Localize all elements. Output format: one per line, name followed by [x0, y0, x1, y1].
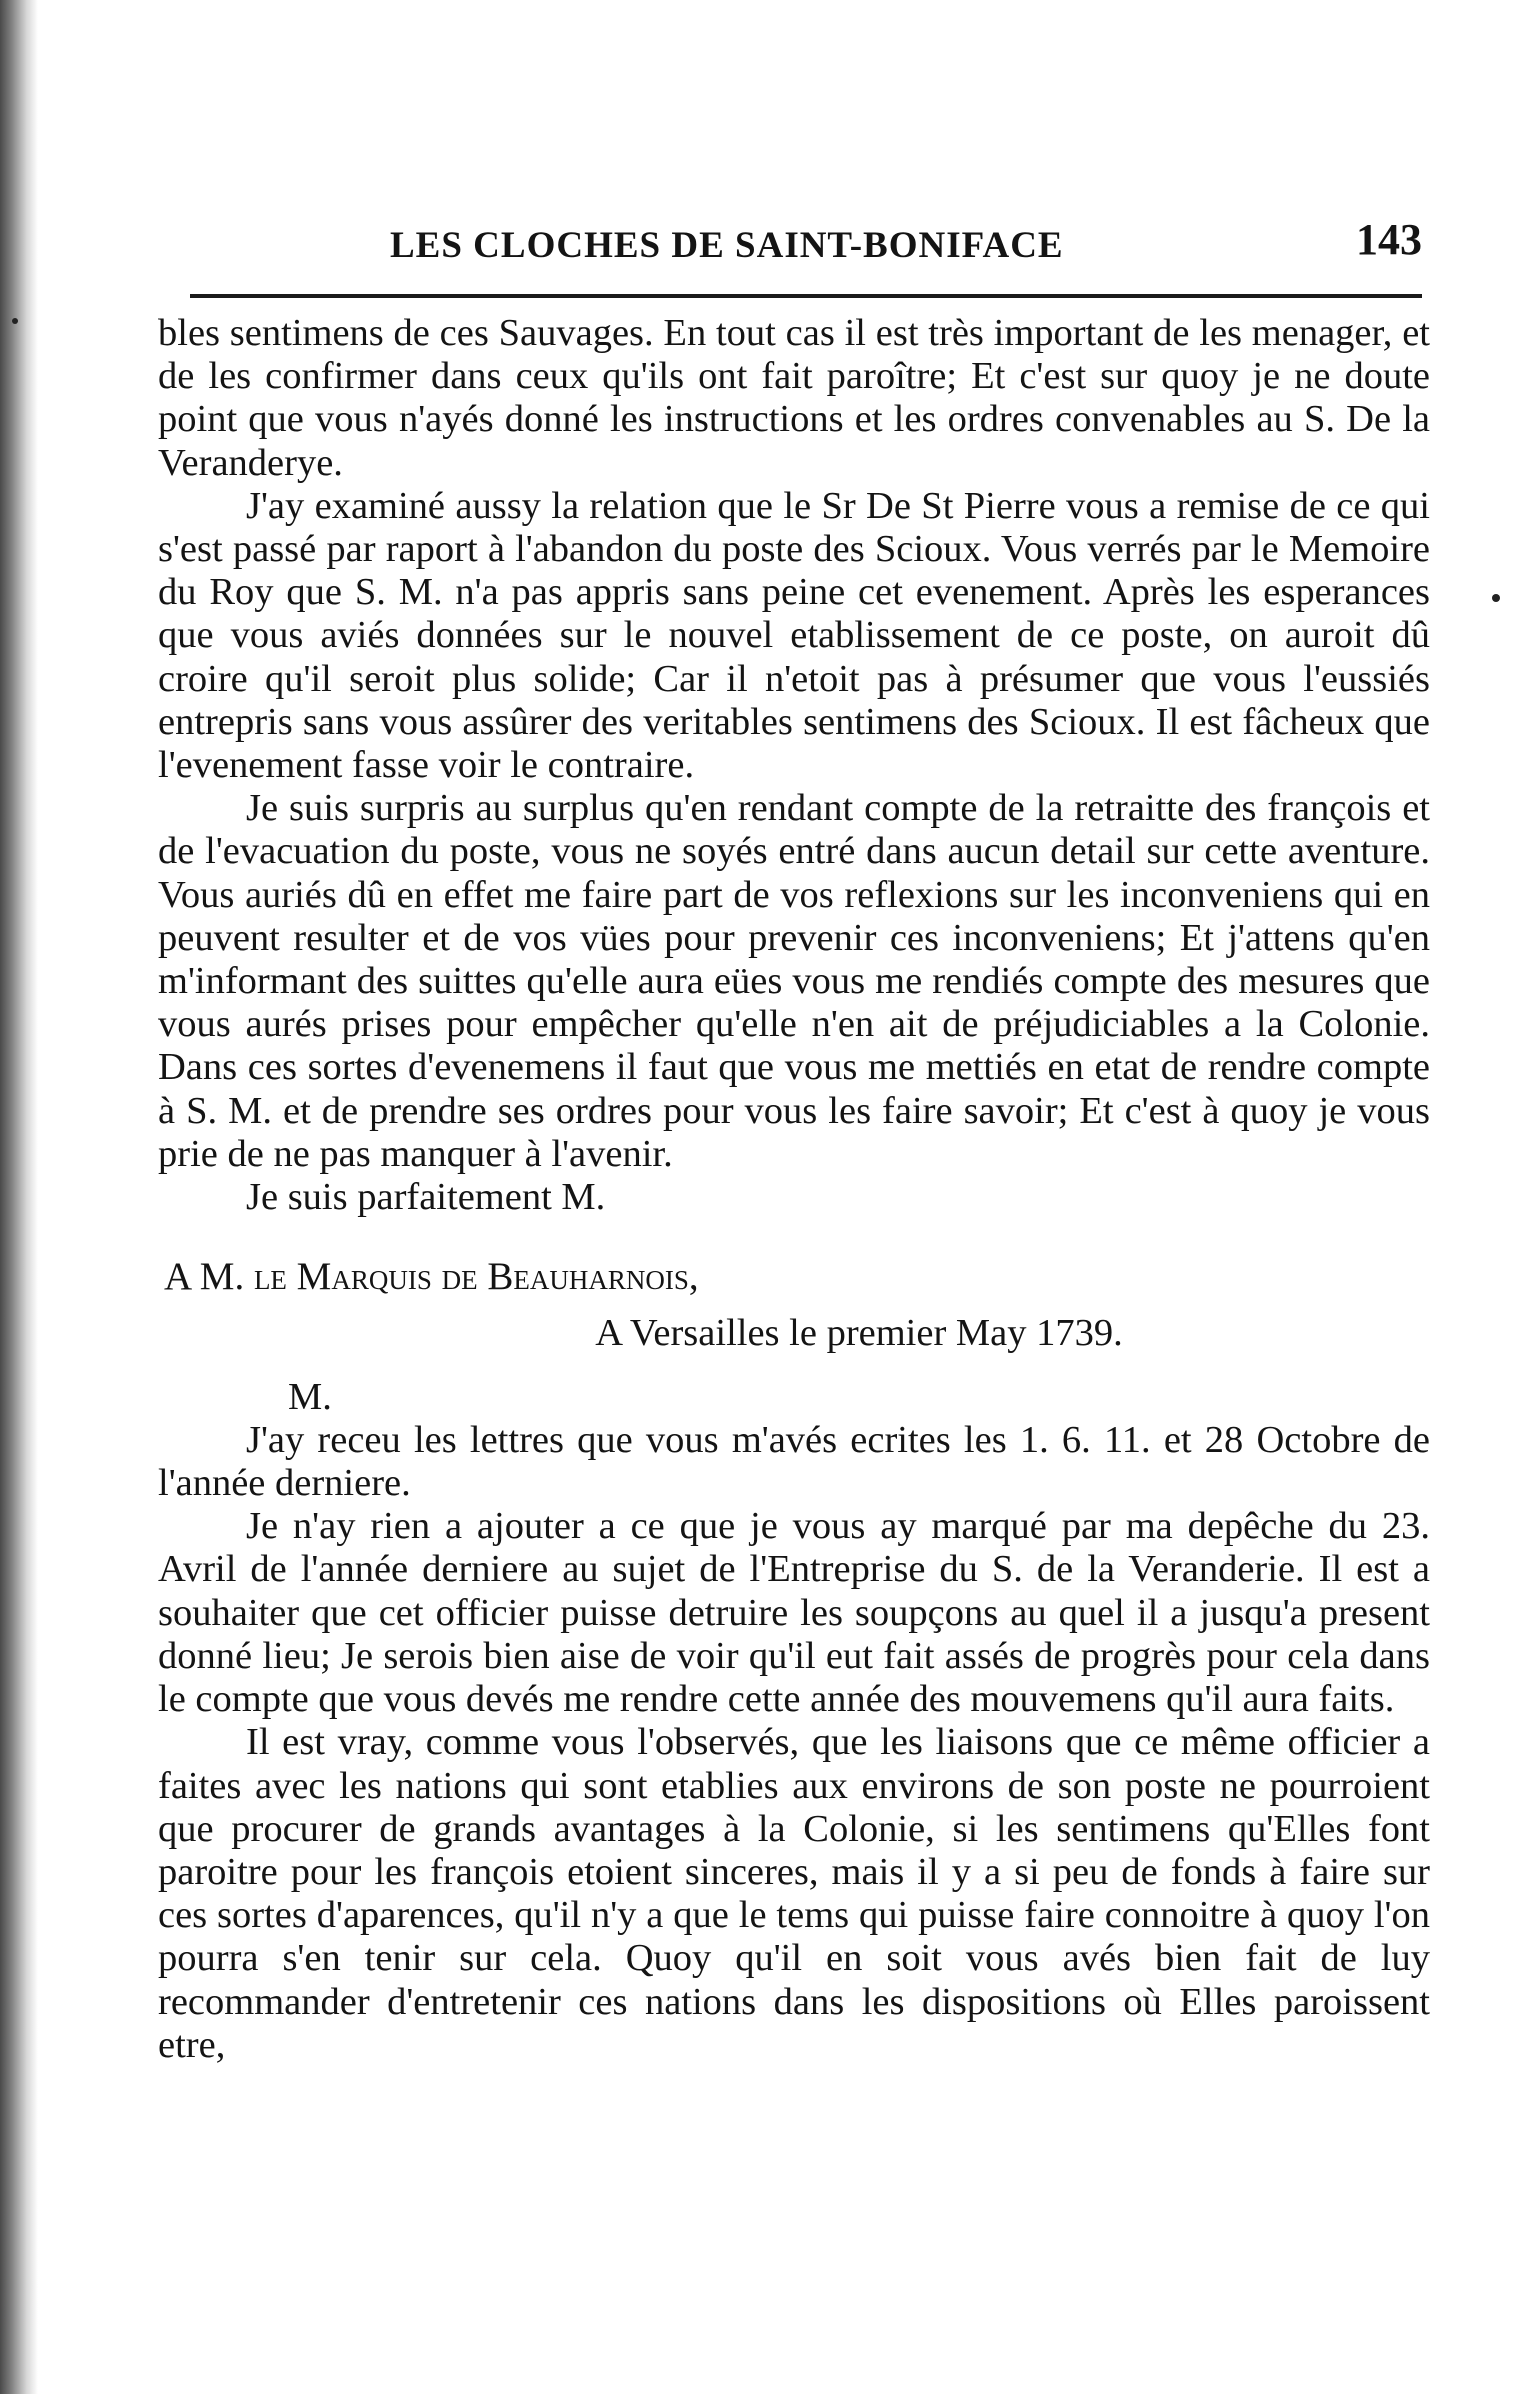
letter-address: A M. le Marquis de Beauharnois, — [164, 1255, 699, 1299]
letter-dateline: A Versailles le premier May 1739. — [595, 1312, 1123, 1355]
page-edge-shadow — [0, 0, 38, 2394]
header-rule — [190, 294, 1422, 298]
running-title: LES CLOCHES DE SAINT-BONIFACE — [390, 225, 1064, 266]
letter-paragraph: Je n'ay rien a ajouter a ce que je vous ay marqué par ma depêche du 23. Avril de l'année derniere au sujet de l'Entreprise du S. de la Veranderie. Il est a souhaiter que cet officier puisse detruire les soupçons au quel il a jusqu'a present donné lieu; Je serois bien aise de voir qu'il eut fait assés de progrès pour cela dans le compte que vous devés me rendre cette année des mouvemens qu'il aura faits. — [158, 1505, 1430, 1721]
paragraph-continued: bles sentimens de ces Sauvages. En tout cas il est très important de les menager, et de les confirmer dans ceux qu'ils ont fait paroître; Et c'est sur quoy je ne doute point que vous n'ayés donné les instructions et les ordres convenables au S. De la Veranderye. — [158, 312, 1430, 484]
letter-paragraph: Il est vray, comme vous l'observés, que les liaisons que ce même officier a faites avec les nations qui sont etablies aux environs de son poste ne pourroient que procurer de grands avantages à la Colonie, si les sentimens qu'Elles font paroitre pour les françois etoient sinceres, mais il y a si peu de fonds à faire sur ces sortes d'aparences, qu'il n'y a que le tems qui puisse faire connoitre à quoy l'on pourra s'en tenir sur cela. Quoy qu'il en soit vous avés bien fait de luy recommander d'entretenir ces nations dans les dispositions où Elles paroissent etre, — [158, 1721, 1430, 2066]
margin-dot — [1492, 594, 1500, 602]
page-number: 143 — [1356, 215, 1422, 264]
closing-line: Je suis parfaitement M. — [246, 1176, 606, 1219]
paragraph: Je suis surpris au surplus qu'en rendant compte de la retraitte des françois et de l'evacuation du poste, vous ne soyés entré dans aucun detail sur cette aventure. Vous auriés dû en effet me faire part de vos reflexions sur les inconveniens qui en peuvent resulter et de vos vües pour prevenir ces inconveniens; Et j'attens qu'en m'informant des suittes qu'elle aura eües vous me rendiés compte des mesures que vous aurés prises pour empêcher qu'elle n'en ait de préjudiciables a la Colonie. Dans ces sortes d'evenemens il faut que vous me mettiés en etat de rendre compte à S. M. et de prendre ses ordres pour vous les faire savoir; Et c'est à quoy je vous prie de ne pas manquer à l'avenir. — [158, 787, 1430, 1175]
page-body — [158, 312, 1430, 2067]
letter-paragraph: J'ay receu les lettres que vous m'avés ecrites les 1. 6. 11. et 28 Octobre de l'année derniere. — [158, 1418, 1430, 1505]
margin-dot — [12, 318, 18, 324]
paragraph: J'ay examiné aussy la relation que le Sr De St Pierre vous a remise de ce qui s'est passé par raport à l'abandon du poste des Scioux. Vous verrés par le Memoire du Roy que S. M. n'a pas appris sans peine cet evenement. Après les esperances que vous aviés données sur le nouvel etablissement de ce poste, on auroit dû croire qu'il seroit plus solide; Car il n'etoit pas à présumer que vous l'eussiés entrepris sans vous assûrer des veritables sentimens des Scioux. Il est fâcheux que l'evenement fasse voir le contraire. — [158, 484, 1430, 787]
letter-salutation: M. — [288, 1375, 332, 1418]
page-header — [190, 210, 1422, 270]
